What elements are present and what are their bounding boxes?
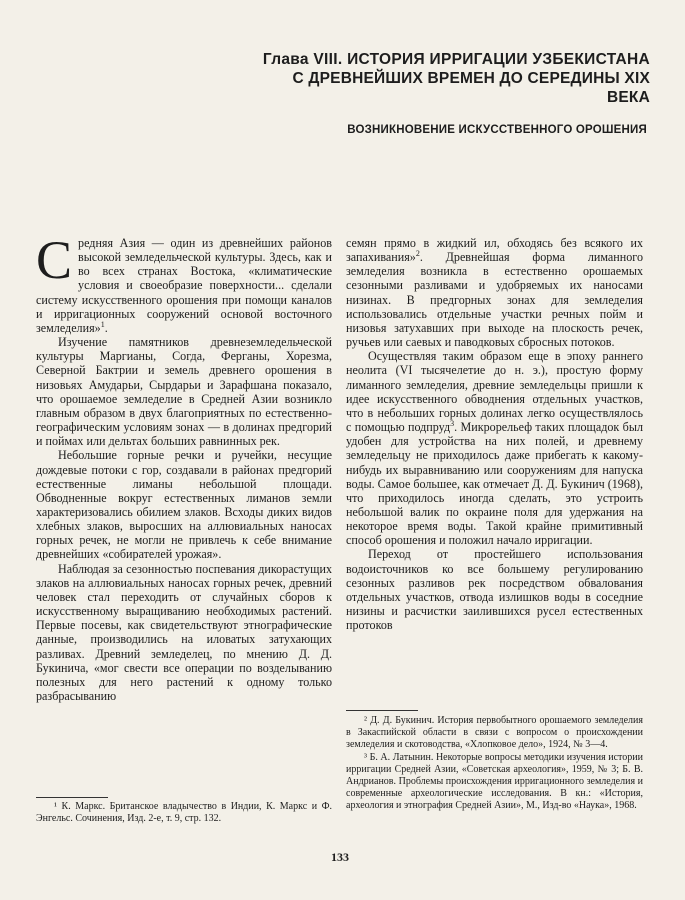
footnote-ref-2: 2 [415, 249, 420, 259]
chapter-title-line-2: С ДРЕВНЕЙШИХ ВРЕМЕН ДО СЕРЕДИНЫ XIX ВЕКА [292, 70, 650, 106]
paragraph-5-rest: . Древнейшая форма лиманного земледелия возникла в естественно орошаемых сезонными разливами и удобряемых их наносами низинах. В предгорных зонах для земледелия использовались отдельные участки речных пойм и низовья затухавших при выходе на плоскость речек, ручьев или саевых и паводковых сбросных потоков. [346, 250, 643, 350]
page-number: 133 [331, 850, 349, 864]
footnote-divider-right [346, 710, 418, 711]
paragraph-6 [346, 349, 643, 547]
left-column [36, 230, 332, 703]
right-column [346, 236, 643, 632]
paragraph-7: Переход от простейшего использования водоисточников ко все большему регулированию сезонных разливов рек посредством обвалования отдельных участков, отвода излишков воды в соседние низины и расчистки заилившихся русел естественных протоков [346, 547, 643, 633]
footnote-ref-1: 1 [100, 319, 105, 329]
paragraph-6-text: Осуществляя таким образом еще в эпоху раннего неолита (VI тысячелетие до н. э.), простую форму лиманного земледелия, древние земледельцы пришли к идее искусственного обводнения отдельных участков, что в небольших горных долинах легко осуществлялось с помощью подпруд [346, 349, 643, 435]
footnote-2: ² Д. Д. Букинич. История первобытного орошаемого земледелия в Закаспийской области в связи с вопросом о происхождении земледелия и скотоводства, «Хлопковое дело», 1924, № 3—4. [346, 715, 643, 750]
paragraph-1 [36, 230, 332, 335]
footnote-1: ¹ К. Маркс. Британское владычество в Индии, К. Маркс и Ф. Энгельс. Сочинения, Изд. 2-е, т. 9, стр. 132. [36, 801, 332, 824]
footnote-3: ³ Б. А. Латынин. Некоторые вопросы методики изучения истории ирригации Средней Азии, «Советская археология», 1959, № 3; Б. В. Андрианов. Проблемы происхождения ирригационного земледелия и современные археологические исследования. В кн.: «История, археология и этнография Средней Азии», М., Изд-во «Наука», 1968. [346, 752, 643, 811]
paragraph-5 [346, 236, 643, 349]
paragraph-5-text: семян прямо в жидкий ил, обходясь без всякого их запахивания» [346, 236, 643, 265]
paragraph-3: Небольшие горные речки и ручейки, несущие дождевые потоки с гор, создавали в районах предгорий естественные лиманы небольшой площади. Обводненные вокруг естественных лиманов земли характеризовались обилием злаков. Всходы диких видов хлебных злаков, выросших на аллювиальных наносах горных речек, не могли не привлечь к себе внимание древнейших «собирателей урожая». [36, 448, 332, 562]
chapter-title-line-1: Глава VIII. ИСТОРИЯ ИРРИГАЦИИ УЗБЕКИСТАНА [262, 51, 650, 68]
paragraph-6-rest: . Микрорельеф таких площадок был удобен для устройства на них полей, и древнему земледельцу не приходилось даже прибегать к какому-нибудь их выравниванию или сооружениям для напуска воды. Самое большее, как отмечает Д. Д. Букинич (1968), что приходилось иногда сделать, это устроить небольшой валик по окраине поля для удержания на некоторое время воды. Такой крайне примитивный способ орошения и положил начало ирригации. [346, 420, 643, 548]
drop-cap: С [36, 230, 73, 290]
footnotes-right [346, 715, 643, 813]
paragraph-4: Наблюдая за сезонностью поспевания дикорастущих злаков на аллювиальных наносах горных речек, древний человек стал переходить от случайных сборов к искусственному выращиванию необходимых растений. Первые посевы, как свидетельствуют этнографические данные, производились на иловатых затухающих разливах. Древний земледелец, по мнению Д. Д. Букинича, «мог свести все операции по возделыванию полезных для него растений к одному только разбрасыванию [36, 561, 332, 703]
footnote-ref-3: 3 [450, 419, 455, 428]
section-title: ВОЗНИКНОВЕНИЕ ИСКУССТВЕННОГО ОРОШЕНИЯ [347, 124, 647, 136]
paragraph-1-end: . [104, 320, 108, 335]
footnote-divider-left [36, 797, 108, 798]
paragraph-2: Изучение памятников древнеземледельческой культуры Маргианы, Согда, Ферганы, Хорезма, Северной Бактрии и земель древнего орошения в низовьях Амударьи, Сырдарьи и Зарафшана показало, что орошаемое земледелие в Средней Азии возникло главным образом в двух благоприятных по естественно-географическим условиям зонах — в долинах предгорий и поймах или дельтах больших равнинных рек. [36, 335, 332, 449]
footnotes-left [36, 801, 332, 826]
chapter-title [250, 50, 650, 107]
paragraph-1-text: редняя Азия — один из древнейших районов высокой земледельческой культуры. Здесь, как и во всех странах Востока, «климатические условия и своеобразие поверхности... сделали систему искусственного орошения при помощи каналов и ирригационных сооружений основой восточного земледелия» [36, 236, 332, 335]
